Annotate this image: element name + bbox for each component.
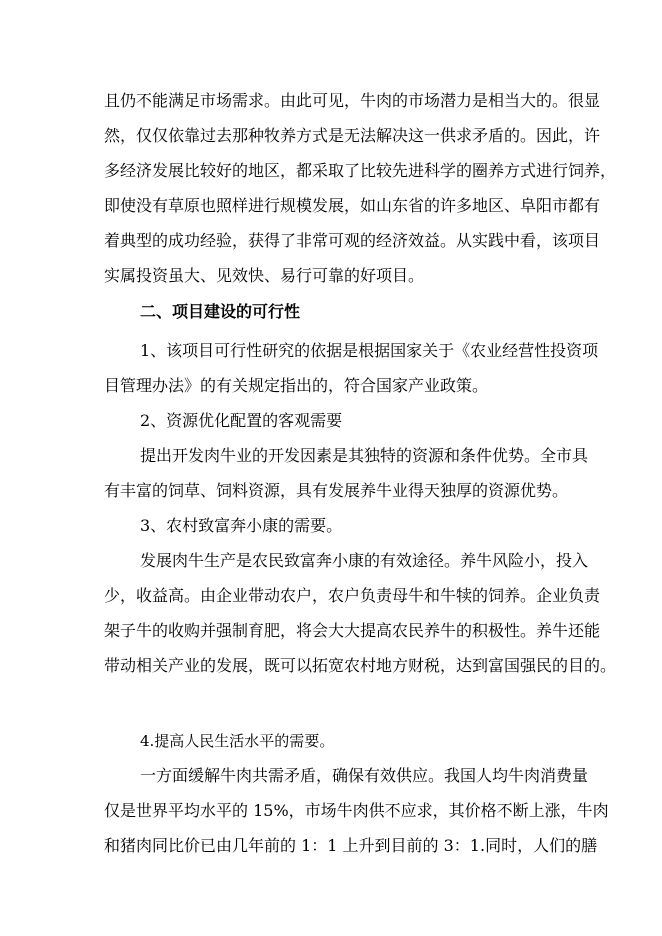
- paragraph-line: 有丰富的饲草、饲料资源，具有发展养牛业得天独厚的资源优势。: [104, 481, 569, 500]
- paragraph-line: 多经济发展比较好的地区，都采取了比较先进科学的圈养方式进行饲养，: [104, 161, 617, 180]
- paragraph-line: 目管理办法》的有关规定指出的，符合国家产业政策。: [104, 376, 489, 395]
- subsection-heading: 4.提高人民生活水平的需要。: [140, 732, 335, 750]
- paragraph-line: 和猪肉同比价已由几年前的 1：1 上升到目前的 3：1.同时，人们的膳: [104, 836, 598, 855]
- subsection-heading: 2、资源优化配置的客观需要: [140, 411, 343, 430]
- paragraph-line: 提出开发肉牛业的开发因素是其独特的资源和条件优势。全市具: [140, 446, 589, 465]
- paragraph-line: 架子牛的收购并强制育肥，将会大大提高农民养牛的积极性。养牛还能: [104, 621, 601, 640]
- paragraph-line: 且仍不能满足市场需求。由此可见，牛肉的市场潜力是相当大的。很显: [104, 91, 601, 110]
- paragraph-line: 发展肉牛生产是农民致富奔小康的有效途径。养牛风险小，投入: [140, 551, 589, 570]
- paragraph-line: 实属投资虽大、见效快、易行可靠的好项目。: [104, 266, 425, 285]
- section-heading: 二、项目建设的可行性: [140, 302, 301, 321]
- paragraph-line: 然，仅仅依靠过去那种牧养方式是无法解决这一供求矛盾的。因此，许: [104, 126, 601, 145]
- paragraph-line: 带动相关产业的发展，既可以拓宽农村地方财税，达到富国强民的目的。: [104, 656, 617, 675]
- paragraph-line: 少，收益高。由企业带动农户，农户负责母牛和牛犊的饲养。企业负责: [104, 586, 601, 605]
- paragraph-line: 着典型的成功经验，获得了非常可观的经济效益。从实践中看，该项目: [104, 231, 601, 250]
- paragraph-line: 一方面缓解牛肉共需矛盾，确保有效供应。我国人均牛肉消费量: [140, 766, 589, 785]
- paragraph-line: 即使没有草原也照样进行规模发展，如山东省的许多地区、阜阳市都有: [104, 196, 601, 215]
- paragraph-line: 1、该项目可行性研究的依据是根据国家关于《农业经营性投资项: [140, 341, 599, 360]
- subsection-heading: 3、农村致富奔小康的需要。: [140, 516, 343, 535]
- paragraph-line: 仅是世界平均水平的 15%，市场牛肉供不应求，其价格不断上涨，牛肉: [104, 801, 609, 820]
